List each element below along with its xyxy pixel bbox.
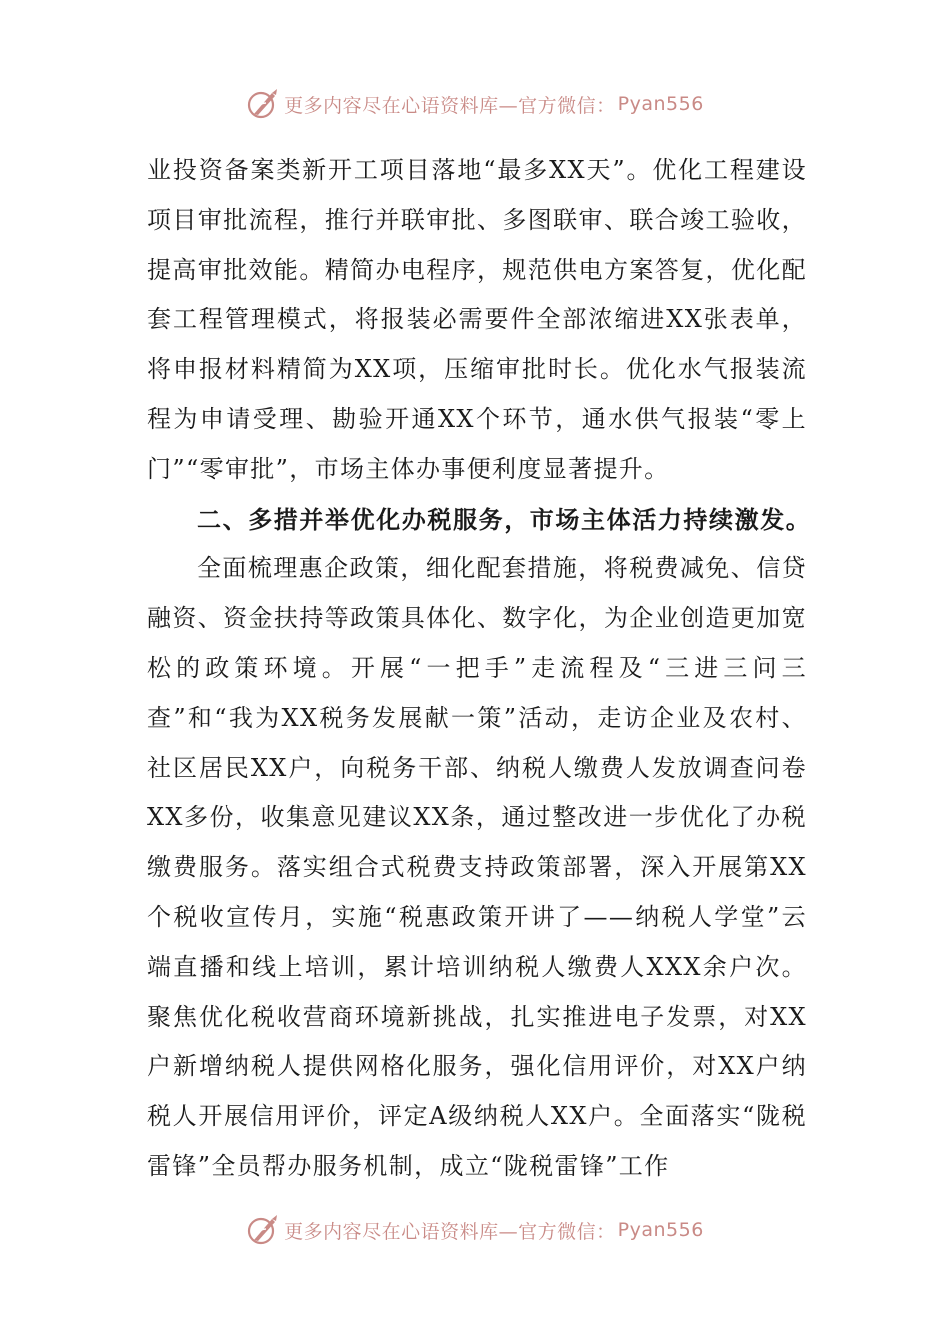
watermark-brand-text: 更多内容尽在心语资料库—官方微信：	[284, 1220, 616, 1243]
watermark-footer	[0, 1210, 950, 1250]
section-heading: 二、多措并举优化办税服务，市场主体活力持续激发。	[197, 504, 812, 534]
body-paragraph: 业投资备案类新开工项目落地“最多XX天”。优化工程建设项目审批流程，推行并联审批、多图联审、联合竣工验收，提高审批效能。精简办电程序，规范供电方案答复，优化配套工程管理模式，将报装必需要件全部浓缩进XX张表单，将申报材料精简为XX项，压缩审批时长。优化水气报装流程为申请受理、勘验开通XX个环节，通水供气报装“零上门”“零审批”，市场主体办事便利度显著提升。	[147, 156, 807, 483]
watermark-header	[0, 84, 950, 124]
body-paragraph: 全面梳理惠企政策，细化配套措施，将税费减免、信贷融资、资金扶持等政策具体化、数字化，为企业创造更加宽松的政策环境。开展“一把手”走流程及“三进三问三查”和“我为XX税务发展献一策”活动，走访企业及农村、社区居民XX户，向税务干部、纳税人缴费人发放调查问卷XX多份，收集意见建议XX条，通过整改进一步优化了办税缴费服务。落实组合式税费支持政策部署，深入开展第XX个税收宣传月，实施“税惠政策开讲了——纳税人学堂”云端直播和线上培训，累计培训纳税人缴费人XXX余户次。聚焦优化税收营商环境新挑战，扎实推进电子发票，对XX户新增纳税人提供网格化服务，强化信用评价，对XX户纳税人开展信用评价，评定A级纳税人XX户。全面落实“陇税雷锋”全员帮办服务机制，成立“陇税雷锋”工作	[147, 554, 807, 1180]
quill-logo-icon	[246, 1213, 280, 1247]
quill-logo-icon	[246, 87, 280, 121]
watermark-brand-text: 更多内容尽在心语资料库—官方微信：	[284, 94, 616, 117]
document-body	[147, 146, 812, 1192]
watermark-wechat-id: Pyan556	[617, 93, 704, 115]
watermark-wechat-id: Pyan556	[617, 1219, 704, 1241]
